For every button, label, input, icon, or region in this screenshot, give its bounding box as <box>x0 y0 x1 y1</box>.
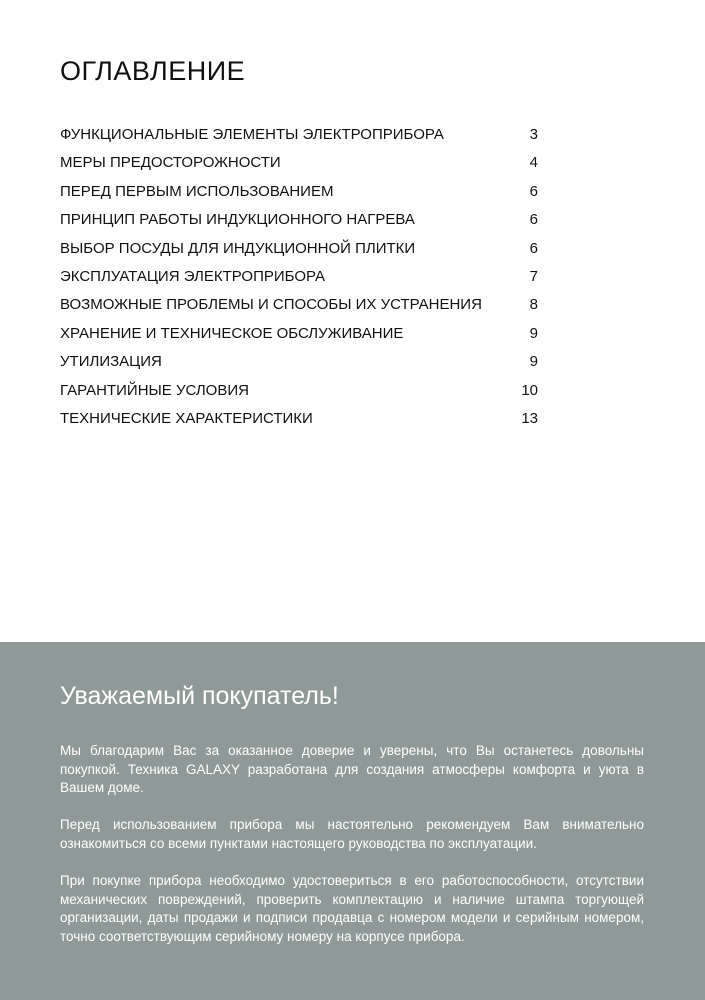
toc-item <box>60 154 538 182</box>
toc-item-label: ВЫБОР ПОСУДЫ ДЛЯ ИНДУКЦИОННОЙ ПЛИТКИ <box>60 239 416 257</box>
toc-item-label: МЕРЫ ПРЕДОСТОРОЖНОСТИ <box>60 154 281 172</box>
toc-item-page: 6 <box>529 211 538 229</box>
toc-item-page: 8 <box>529 296 538 314</box>
toc-item-page: 13 <box>521 409 538 427</box>
toc-item <box>60 183 538 211</box>
toc-list <box>60 126 538 438</box>
toc-item-label: ТЕХНИЧЕСКИЕ ХАРАКТЕРИСТИКИ <box>60 409 313 427</box>
toc-item-page: 3 <box>529 126 538 143</box>
toc-item <box>60 382 538 410</box>
toc-item-page: 9 <box>529 353 538 371</box>
toc-item-page: 6 <box>529 239 538 257</box>
toc-item-label: ПЕРЕД ПЕРВЫМ ИСПОЛЬЗОВАНИЕМ <box>60 182 334 200</box>
toc-item <box>60 240 538 268</box>
toc-item-label: ВОЗМОЖНЫЕ ПРОБЛЕМЫ И СПОСОБЫ ИХ УСТРАНЕНИЯ <box>60 296 482 314</box>
toc-item <box>60 410 538 438</box>
toc-item-page: 6 <box>529 182 538 200</box>
greeting-paragraph: Перед использованием прибора мы настоятельно рекомендуем Вам внимательно ознакомиться со всеми пунктами настоящего руководства по эксплуатации. <box>60 817 644 851</box>
toc-item-page: 7 <box>529 267 538 285</box>
greeting-heading: Уважаемый покупатель! <box>60 682 339 710</box>
toc-item <box>60 211 538 239</box>
toc-item-page: 10 <box>521 381 538 399</box>
toc-item-label: ХРАНЕНИЕ И ТЕХНИЧЕСКОЕ ОБСЛУЖИВАНИЕ <box>60 324 404 342</box>
toc-item-page: 4 <box>529 154 538 172</box>
toc-item <box>60 353 538 381</box>
toc-item <box>60 296 538 324</box>
toc-item-label: УТИЛИЗАЦИЯ <box>60 353 162 371</box>
toc-item-label: ГАРАНТИЙНЫЕ УСЛОВИЯ <box>60 381 249 399</box>
greeting-panel <box>0 642 705 1000</box>
toc-item-label: ФУНКЦИОНАЛЬНЫЕ ЭЛЕМЕНТЫ ЭЛЕКТРОПРИБОРА <box>60 126 444 143</box>
greeting-paragraph: Мы благодарим Вас за оказанное доверие и уверены, что Вы останетесь довольны покупкой. Техника GALAXY разработана для создания атмосферы комфорта и уюта в Вашем доме. <box>60 743 644 795</box>
toc-item <box>60 268 538 296</box>
toc-item-label: ЭКСПЛУАТАЦИЯ ЭЛЕКТРОПРИБОРА <box>60 267 326 285</box>
toc-item-label: ПРИНЦИП РАБОТЫ ИНДУКЦИОННОГО НАГРЕВА <box>60 211 415 229</box>
toc-title: ОГЛАВЛЕНИЕ <box>60 56 246 86</box>
toc-item <box>60 126 538 154</box>
toc-item-page: 9 <box>529 324 538 342</box>
toc-item <box>60 325 538 353</box>
greeting-paragraph: При покупке прибора необходимо удостовериться в его работоспособности, отсутствии механических повреждений, проверить комплектацию и наличие штампа торгующей организации, даты продажи и подписи продавца с номером модели и серийным номером, точно соответствующим серийному номеру на корпусе прибора. <box>60 873 644 944</box>
